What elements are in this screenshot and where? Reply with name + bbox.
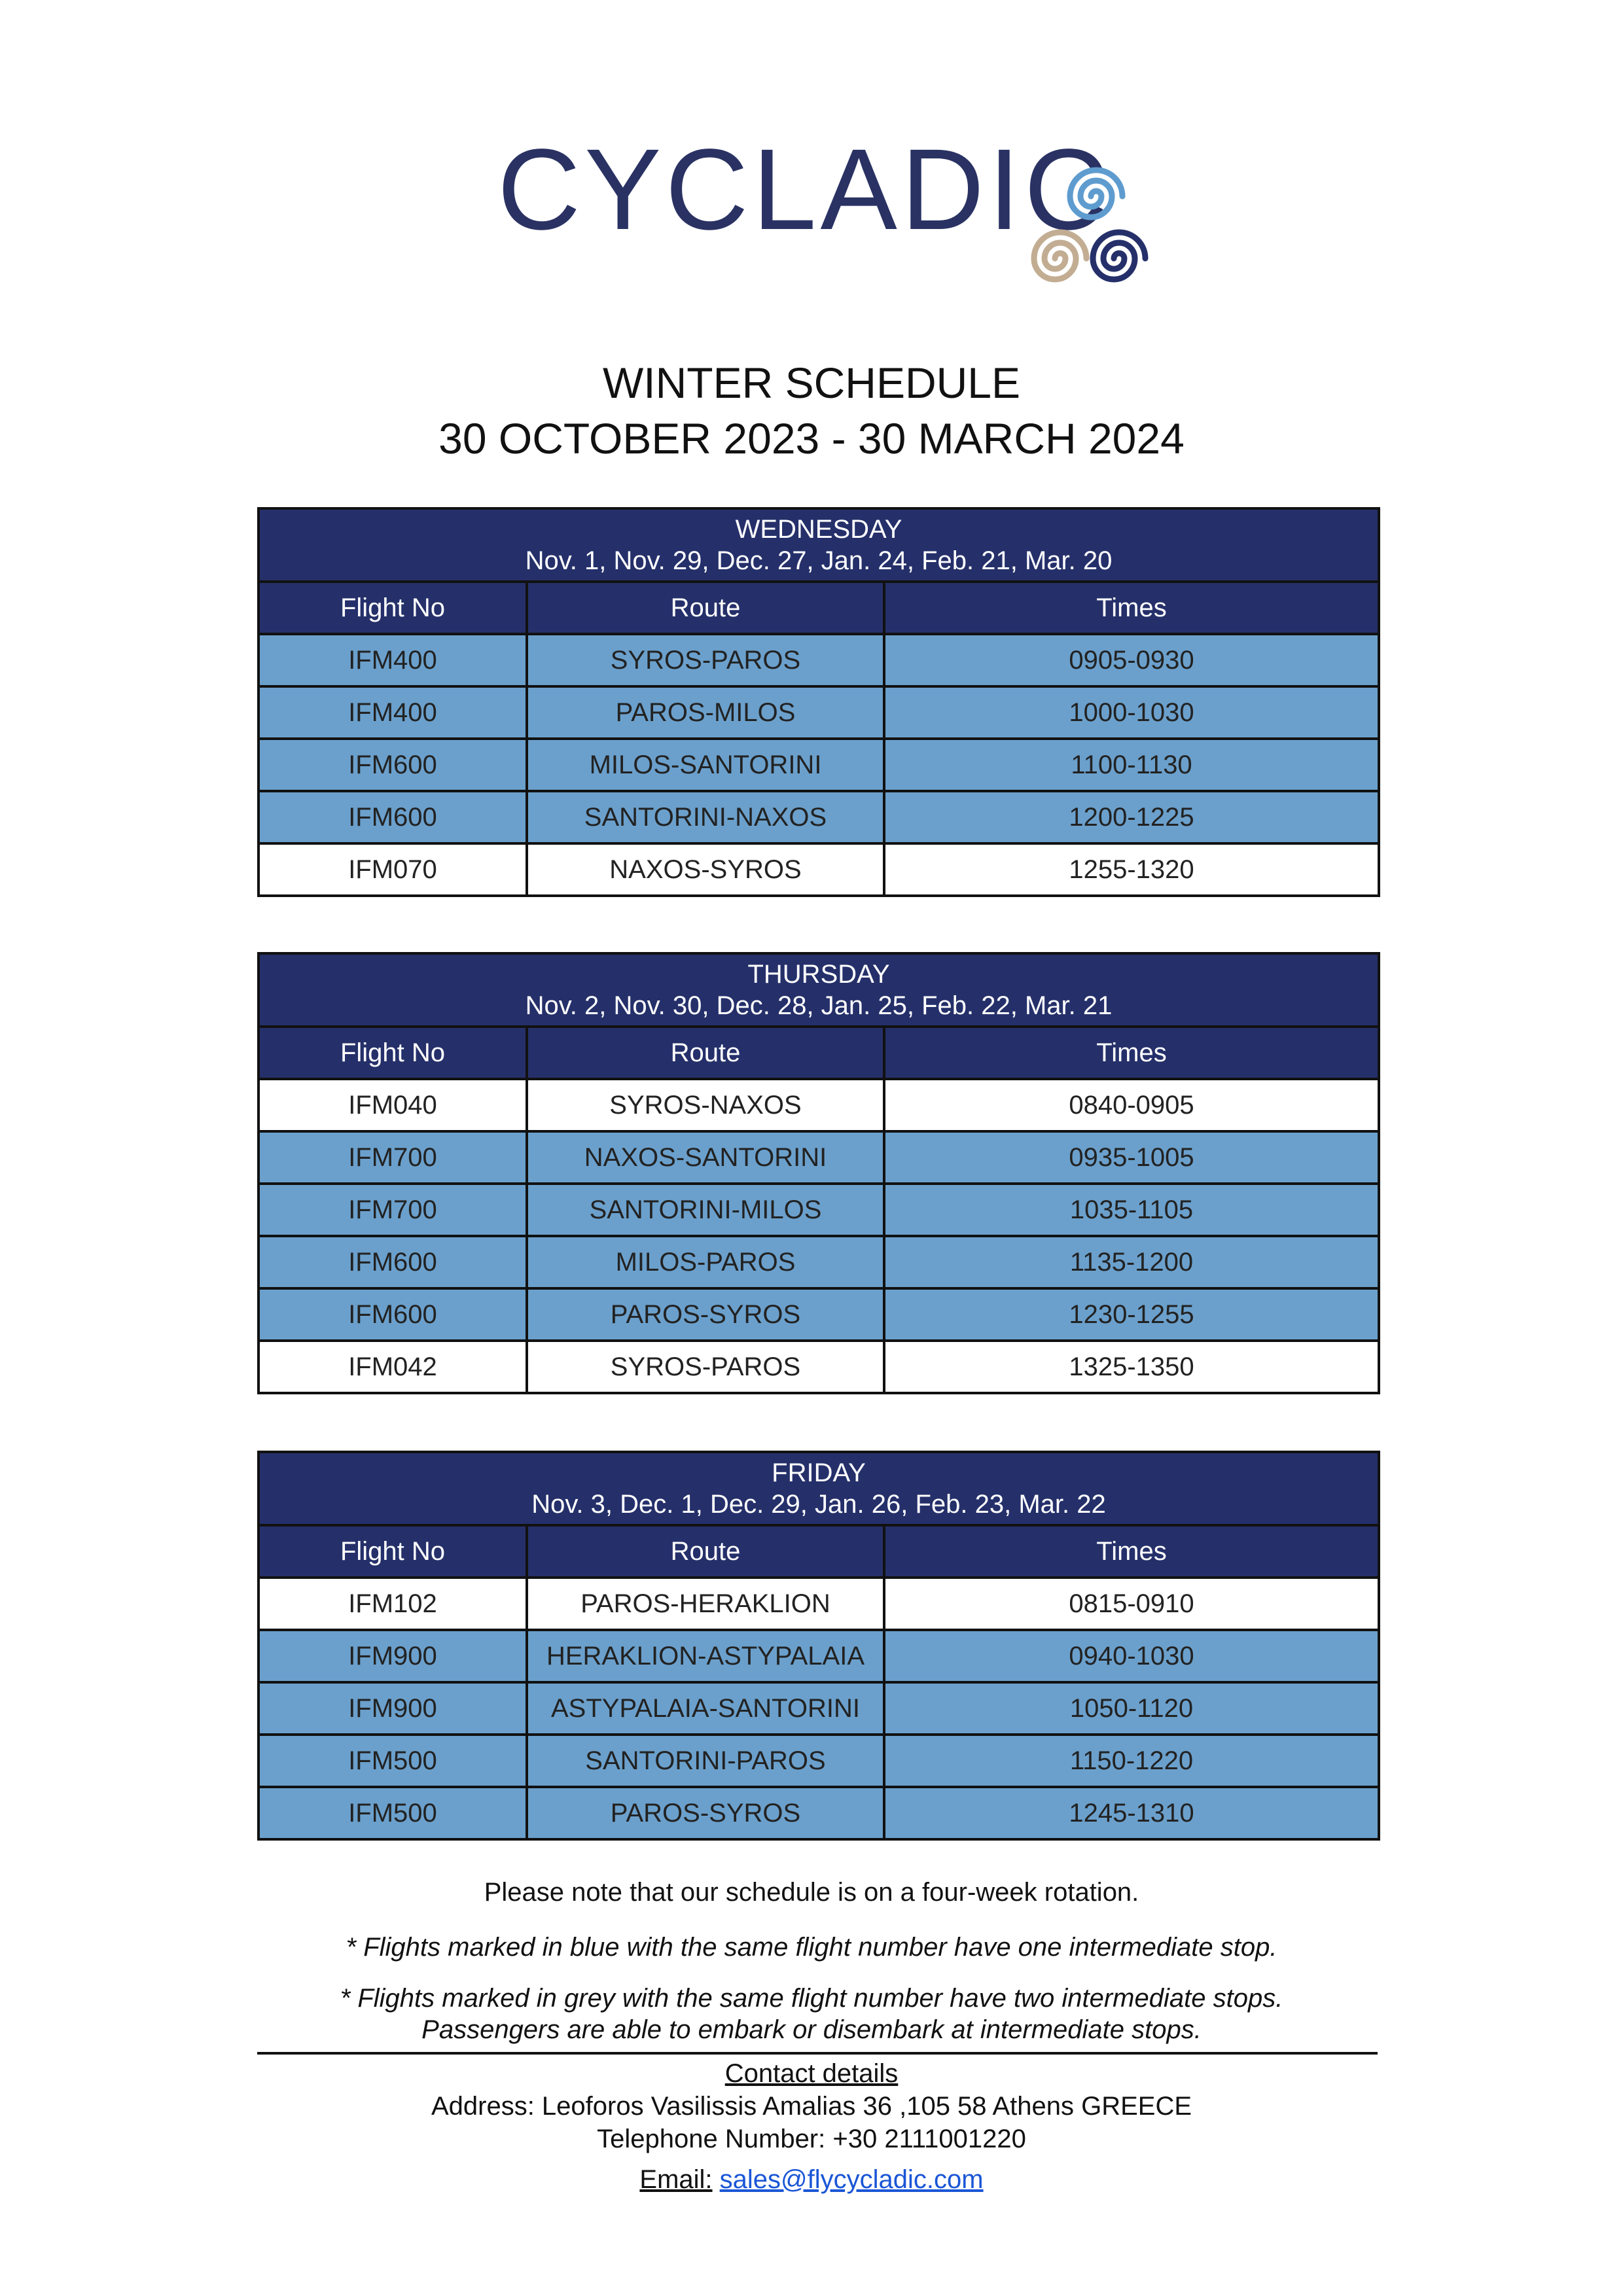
route: PAROS-SYROS [527,1787,884,1839]
flight-number: IFM070 [259,843,527,896]
route: NAXOS-SANTORINI [527,1131,884,1184]
column-header-times: Times [884,582,1379,634]
table-row [259,686,1379,739]
wednesday-schedule-table [257,507,1380,897]
table-row [259,1131,1379,1184]
route: MILOS-PAROS [527,1236,884,1288]
column-header-flight: Flight No [259,1525,527,1578]
day-name: FRIDAY [772,1458,866,1487]
times: 1150-1220 [884,1735,1379,1787]
times: 0815-0910 [884,1578,1379,1630]
flight-number: IFM700 [259,1131,527,1184]
flight-number: IFM600 [259,739,527,791]
times: 0935-1005 [884,1131,1379,1184]
times: 1230-1255 [884,1288,1379,1341]
table-row [259,1184,1379,1236]
contact-email-line [0,2164,1623,2195]
route: PAROS-MILOS [527,686,884,739]
column-header-route: Route [527,1027,884,1079]
thursday-schedule-table [257,952,1380,1394]
table-row [259,1578,1379,1630]
flight-number: IFM900 [259,1630,527,1682]
email-label: Email: [639,2165,713,2194]
flight-number: IFM600 [259,791,527,843]
times: 1245-1310 [884,1787,1379,1839]
day-header [259,1452,1379,1525]
table-row [259,1630,1379,1682]
flight-number: IFM500 [259,1787,527,1839]
blue-flights-note: * Flights marked in blue with the same flight number have one intermediate stop. [346,1933,1277,1962]
table-row [259,739,1379,791]
day-name: THURSDAY [747,960,890,989]
times: 0905-0930 [884,634,1379,686]
times: 1255-1320 [884,843,1379,896]
contact-address: Address: Leoforos Vasilissis Amalias 36 ,105 58 Athens GREECE [431,2092,1192,2121]
route: HERAKLION-ASTYPALAIA [527,1630,884,1682]
route: MILOS-SANTORINI [527,739,884,791]
flight-number: IFM400 [259,634,527,686]
spiral-logo-icon [1021,144,1152,288]
cycladic-logo [497,124,1165,294]
contact-telephone: Telephone Number: +30 2111001220 [597,2125,1026,2153]
times: 0940-1030 [884,1630,1379,1682]
embark-note: Passengers are able to embark or disembark at intermediate stops. [421,2015,1202,2044]
route: SANTORINI-NAXOS [527,791,884,843]
times: 1100-1130 [884,739,1379,791]
flight-number: IFM040 [259,1079,527,1131]
times: 1325-1350 [884,1341,1379,1393]
contact-heading: Contact details [724,2059,899,2088]
table-row [259,1341,1379,1393]
column-header-flight: Flight No [259,1027,527,1079]
flight-number: IFM900 [259,1682,527,1735]
day-header [259,508,1379,582]
route: PAROS-HERAKLION [527,1578,884,1630]
times: 1035-1105 [884,1184,1379,1236]
table-row [259,1682,1379,1735]
times: 1050-1120 [884,1682,1379,1735]
flight-number: IFM400 [259,686,527,739]
day-header [259,953,1379,1027]
divider [257,2052,1378,2055]
column-header-route: Route [527,1525,884,1578]
route: SYROS-PAROS [527,1341,884,1393]
table-row [259,1079,1379,1131]
friday-schedule-table [257,1451,1380,1841]
table-row [259,1288,1379,1341]
route: PAROS-SYROS [527,1288,884,1341]
flight-number: IFM700 [259,1184,527,1236]
grey-flights-note: * Flights marked in grey with the same flight number have two intermediate stops. [340,1984,1283,2013]
schedule-title: WINTER SCHEDULE [602,359,1021,407]
route: SYROS-PAROS [527,634,884,686]
email-link[interactable]: sales@flycycladic.com [719,2165,984,2194]
table-row [259,1236,1379,1288]
schedule-period: 30 OCTOBER 2023 - 30 MARCH 2024 [438,414,1185,463]
column-header-route: Route [527,582,884,634]
times: 1200-1225 [884,791,1379,843]
day-dates: Nov. 2, Nov. 30, Dec. 28, Jan. 25, Feb. 22, Mar. 21 [525,991,1113,1020]
flight-number: IFM600 [259,1236,527,1288]
flight-number: IFM042 [259,1341,527,1393]
route: NAXOS-SYROS [527,843,884,896]
times: 1135-1200 [884,1236,1379,1288]
column-header-flight: Flight No [259,582,527,634]
route: SANTORINI-PAROS [527,1735,884,1787]
times: 1000-1030 [884,686,1379,739]
day-name: WEDNESDAY [735,515,902,544]
day-dates: Nov. 1, Nov. 29, Dec. 27, Jan. 24, Feb. 21, Mar. 20 [525,546,1113,575]
table-row [259,843,1379,896]
flight-number: IFM500 [259,1735,527,1787]
table-row [259,1787,1379,1839]
flight-number: IFM102 [259,1578,527,1630]
route: SANTORINI-MILOS [527,1184,884,1236]
flight-number: IFM600 [259,1288,527,1341]
route: SYROS-NAXOS [527,1079,884,1131]
rotation-note: Please note that our schedule is on a four-week rotation. [484,1878,1139,1907]
column-header-times: Times [884,1027,1379,1079]
day-dates: Nov. 3, Dec. 1, Dec. 29, Jan. 26, Feb. 23, Mar. 22 [531,1490,1106,1519]
route: ASTYPALAIA-SANTORINI [527,1682,884,1735]
table-row [259,791,1379,843]
column-header-times: Times [884,1525,1379,1578]
times: 0840-0905 [884,1079,1379,1131]
table-row [259,634,1379,686]
logo-wordmark: CYCLADIC [497,126,1111,254]
table-row [259,1735,1379,1787]
